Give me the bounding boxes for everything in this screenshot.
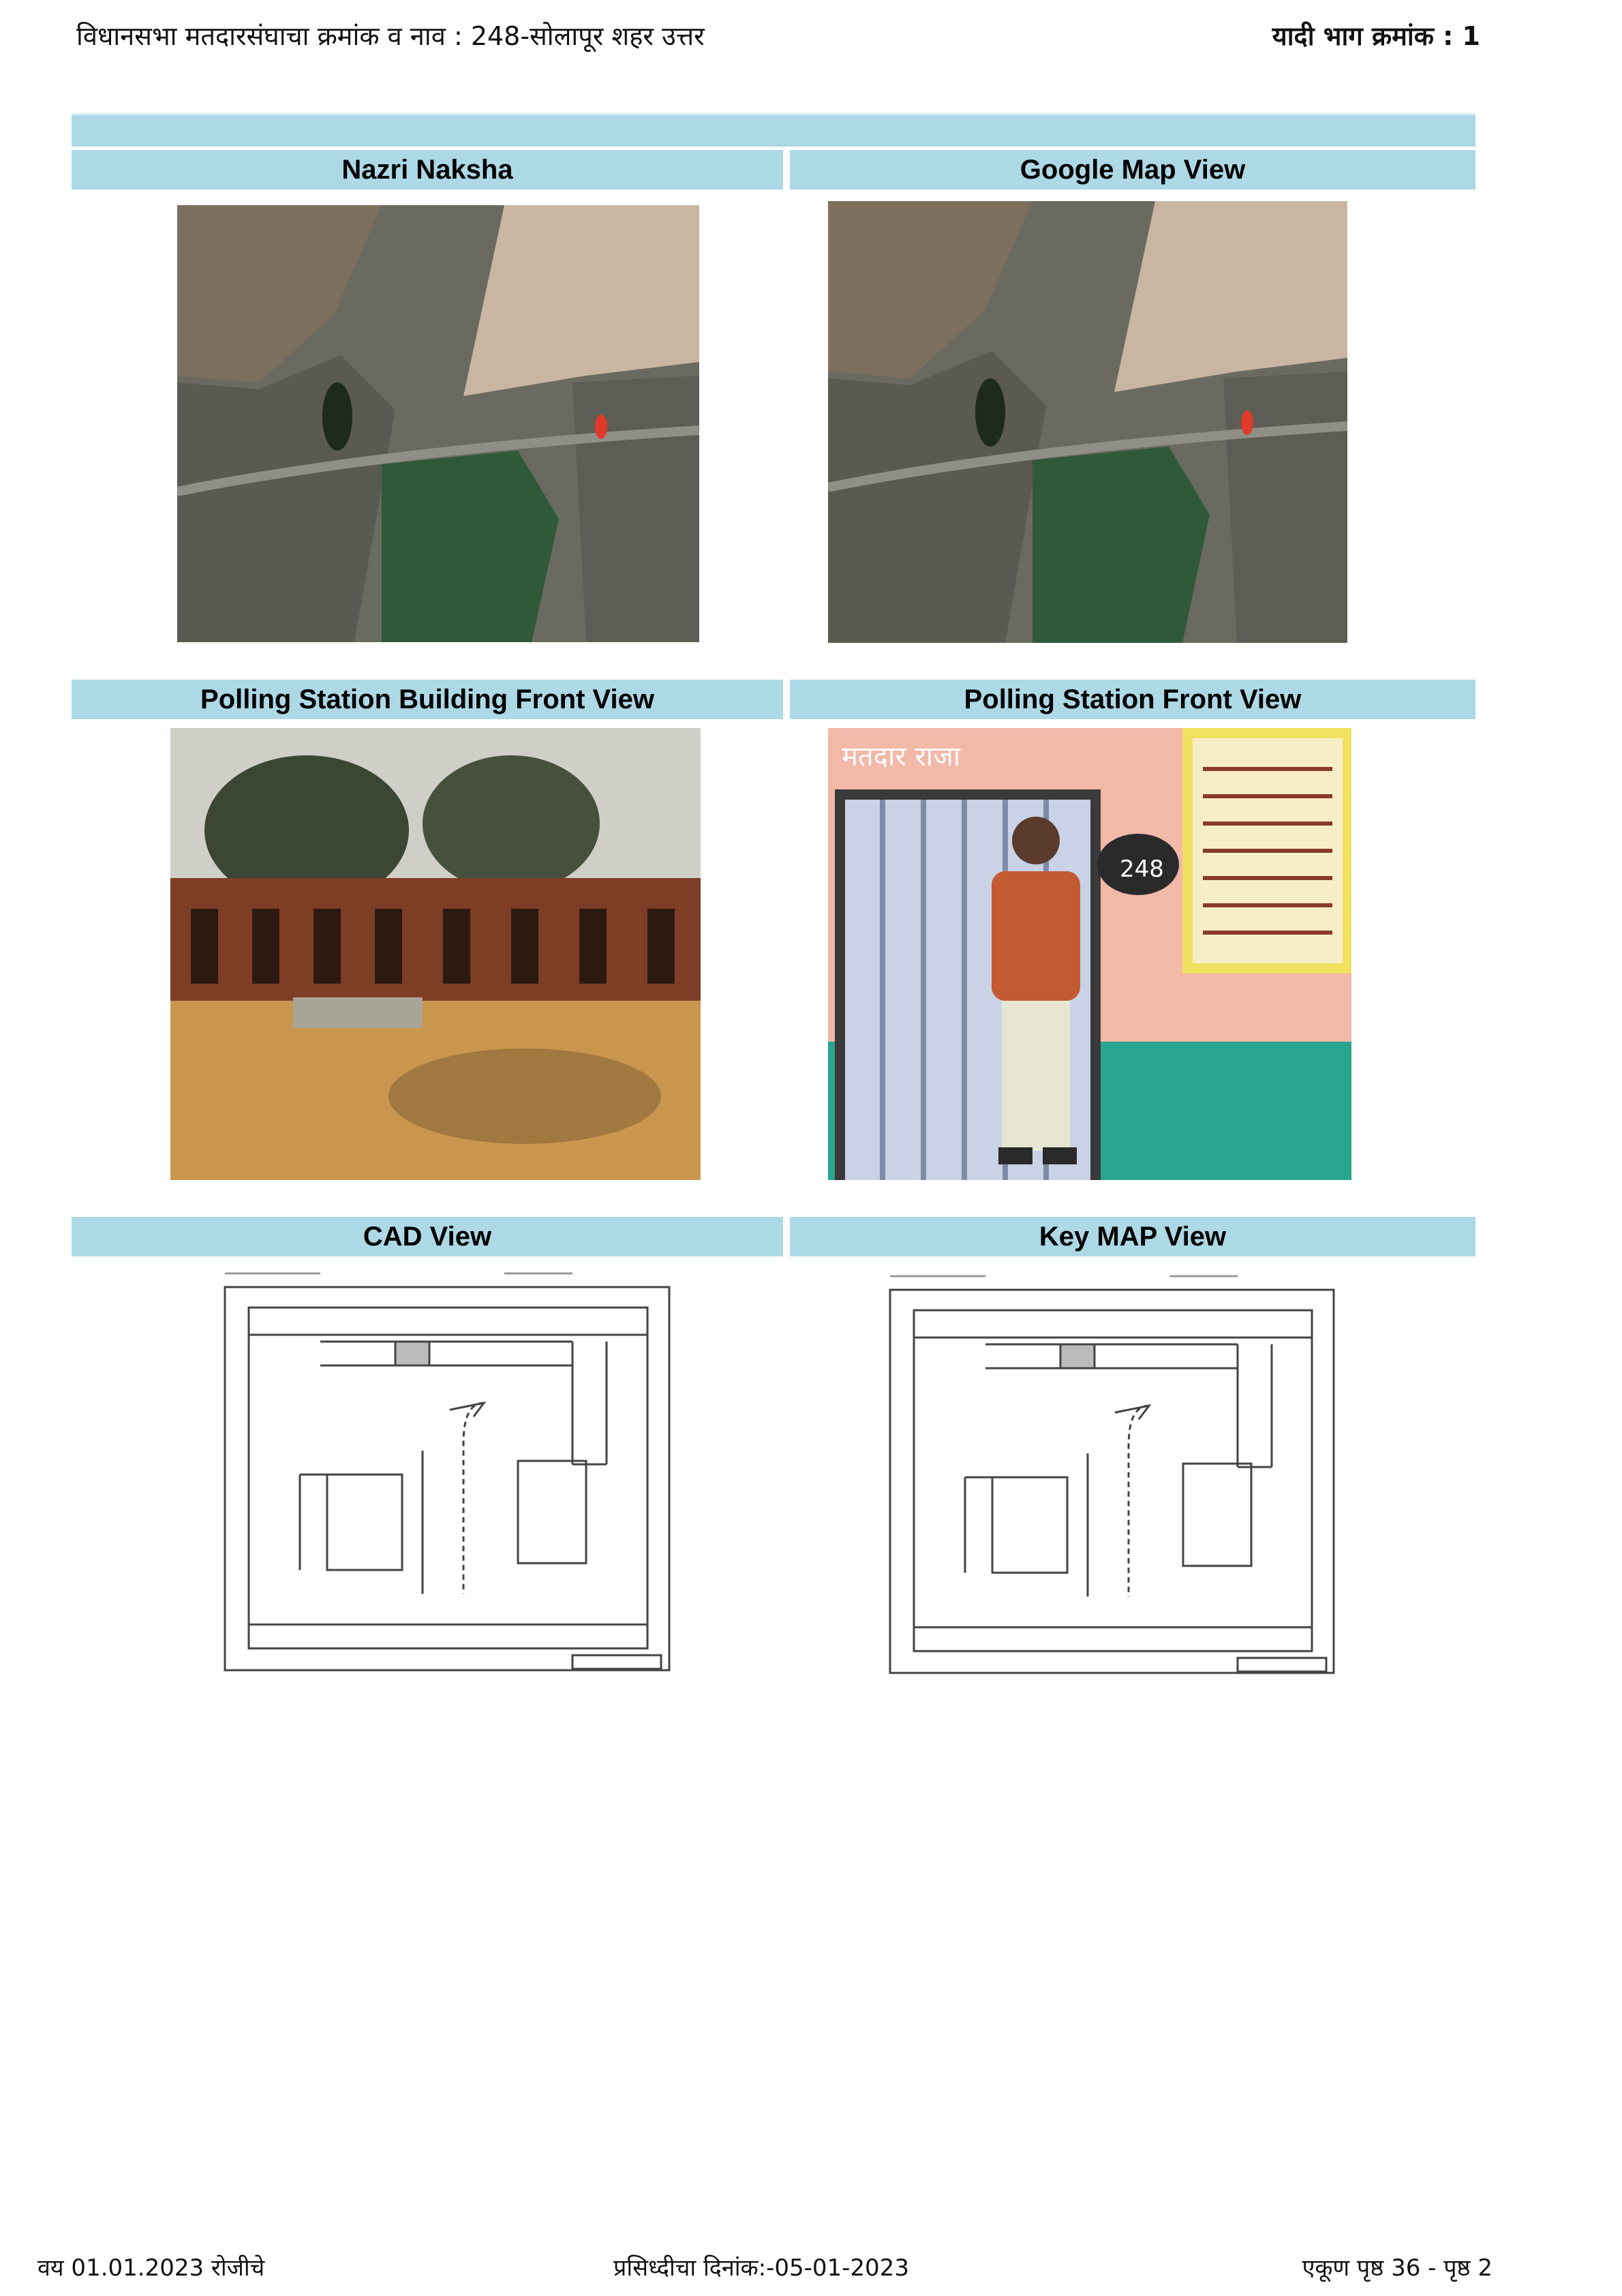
- google-map-view-heading: Google Map View: [790, 150, 1475, 190]
- cad-view-heading: CAD View: [72, 1217, 783, 1256]
- constituency-title: विधानसभा मतदारसंघाचा क्रमांक व नाव : 248-सोलापूर शहर उत्तर: [76, 21, 705, 51]
- top-band: [72, 113, 1475, 147]
- polling-building-photo: [170, 728, 701, 1180]
- footer-publication-date: प्रसिध्दीचा दिनांक:-05-01-2023: [613, 2254, 909, 2282]
- station-front-view-heading: Polling Station Front View: [790, 680, 1475, 719]
- key-map-drawing: [883, 1269, 1341, 1687]
- building-front-view-heading: Polling Station Building Front View: [72, 680, 783, 719]
- key-map-view-heading: Key MAP View: [790, 1217, 1475, 1256]
- part-number: यादी भाग क्रमांक : 1: [1272, 21, 1480, 51]
- wall-text: मतदार राजा: [842, 741, 961, 772]
- nazri-naksha-heading: Nazri Naksha: [72, 150, 783, 190]
- polling-station-front-photo: [828, 728, 1351, 1180]
- footer-age-date: वय 01.01.2023 रोजीचे: [37, 2254, 265, 2282]
- nazri-naksha-map: [177, 205, 699, 642]
- footer-page-count: एकूण पृष्ठ 36 - पृष्ठ 2: [1302, 2254, 1493, 2282]
- google-map-image: [828, 201, 1347, 643]
- booth-number: 248: [1120, 856, 1164, 883]
- cad-view-drawing: [218, 1267, 676, 1684]
